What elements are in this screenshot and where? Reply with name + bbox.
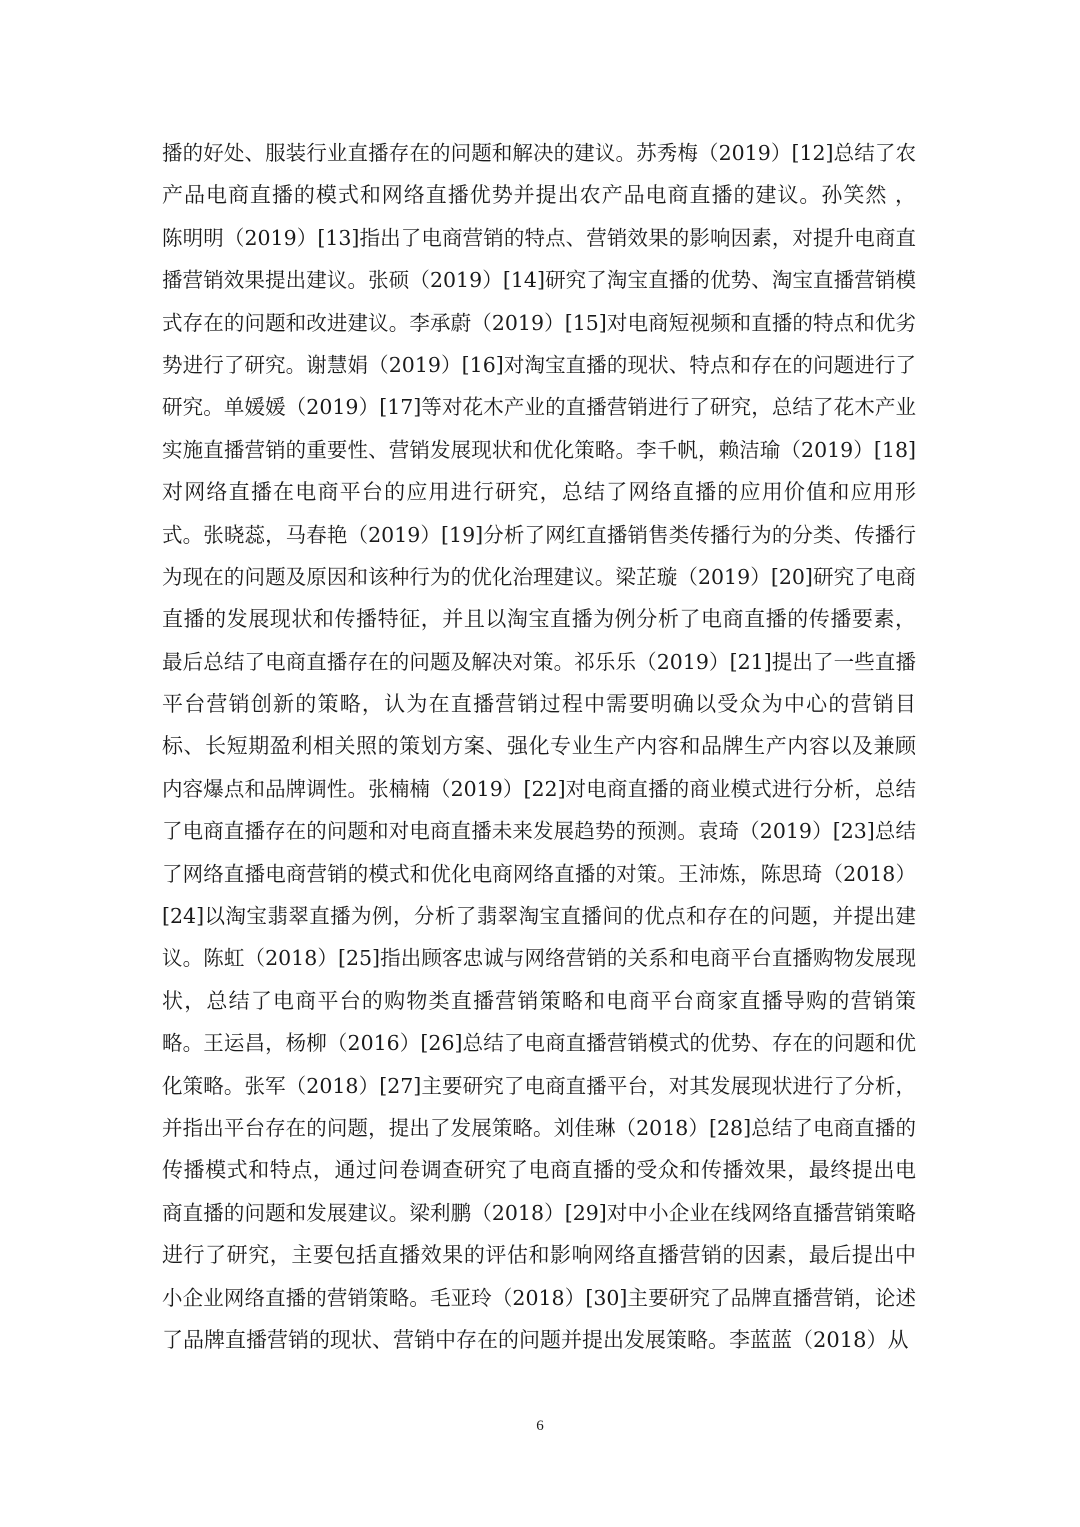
text-line: 化策略。张军（2018）[27]主要研究了电商直播平台，对其发展现状进行了分析， <box>162 1073 916 1098</box>
text-line: 并指出平台存在的问题，提出了发展策略。刘佳琳（2018）[28]总结了电商直播的 <box>162 1115 916 1140</box>
text-line: 议。陈虹（2018）[25]指出顾客忠诚与网络营销的关系和电商平台直播购物发展现 <box>162 946 916 971</box>
text-line: 为现在的问题及原因和该种行为的优化治理建议。梁芷璇（2019）[20]研究了电商 <box>162 564 916 589</box>
text-line: 进行了研究，主要包括直播效果的评估和影响网络直播营销的因素，最后提出中 <box>162 1243 916 1268</box>
text-line: 势进行了研究。谢慧娟（2019）[16]对淘宝直播的现状、特点和存在的问题进行了 <box>162 352 916 377</box>
text-line: 状，总结了电商平台的购物类直播营销策略和电商平台商家直播导购的营销策 <box>162 988 916 1013</box>
text-line: 商直播的问题和发展建议。梁利鹏（2018）[29]对中小企业在线网络直播营销策略 <box>162 1200 916 1225</box>
text-line: 研究。单媛媛（2019）[17]等对花木产业的直播营销进行了研究，总结了花木产业 <box>162 395 916 420</box>
text-line: 了品牌直播营销的现状、营销中存在的问题并提出发展策略。李蓝蓝（2018）从 <box>162 1327 909 1352</box>
text-line: 了网络直播电商营销的模式和优化电商网络直播的对策。王沛炼，陈思琦（2018） <box>162 861 916 886</box>
text-line: 产品电商直播的模式和网络直播优势并提出农产品电商直播的建议。孙笑然 ， <box>162 183 916 208</box>
body-paragraph <box>162 132 916 1361</box>
text-line: 播营销效果提出建议。张硕（2019）[14]研究了淘宝直播的优势、淘宝直播营销模 <box>162 268 916 293</box>
text-line: 标、长短期盈利相关照的策划方案、强化专业生产内容和品牌生产内容以及兼顾 <box>162 734 916 759</box>
text-line: [24]以淘宝翡翠直播为例，分析了翡翠淘宝直播间的优点和存在的问题，并提出建 <box>162 904 916 929</box>
text-line: 式存在的问题和改进建议。李承蔚（2019）[15]对电商短视频和直播的特点和优劣 <box>162 310 916 335</box>
text-line: 略。王运昌，杨柳（2016）[26]总结了电商直播营销模式的优势、存在的问题和优 <box>162 1031 916 1056</box>
text-line: 最后总结了电商直播存在的问题及解决对策。祁乐乐（2019）[21]提出了一些直播 <box>162 649 916 674</box>
text-line: 小企业网络直播的营销策略。毛亚玲（2018）[30]主要研究了品牌直播营销，论述 <box>162 1285 916 1310</box>
text-line: 播的好处、服装行业直播存在的问题和解决的建议。苏秀梅（2019）[12]总结了农 <box>162 141 916 165</box>
text-line: 平台营销创新的策略，认为在直播营销过程中需要明确以受众为中心的营销目 <box>162 692 916 717</box>
text-line: 内容爆点和品牌调性。张楠楠（2019）[22]对电商直播的商业模式进行分析，总结 <box>162 776 916 801</box>
text-line: 传播模式和特点，通过问卷调查研究了电商直播的受众和传播效果，最终提出电 <box>162 1158 916 1183</box>
page-number: 6 <box>536 1418 544 1434</box>
text-line: 陈明明（2019）[13]指出了电商营销的特点、营销效果的影响因素，对提升电商直 <box>162 225 916 250</box>
text-line: 对网络直播在电商平台的应用进行研究，总结了网络直播的应用价值和应用形 <box>162 480 916 505</box>
text-line: 了电商直播存在的问题和对电商直播未来发展趋势的预测。袁琦（2019）[23]总结 <box>162 819 916 844</box>
text-line: 直播的发展现状和传播特征，并且以淘宝直播为例分析了电商直播的传播要素， <box>162 607 916 632</box>
text-line: 式。张晓蕊，马春艳（2019）[19]分析了网红直播销售类传播行为的分类、传播行 <box>162 522 916 547</box>
text-line: 实施直播营销的重要性、营销发展现状和优化策略。李千帆，赖洁瑜（2019）[18] <box>162 437 916 462</box>
